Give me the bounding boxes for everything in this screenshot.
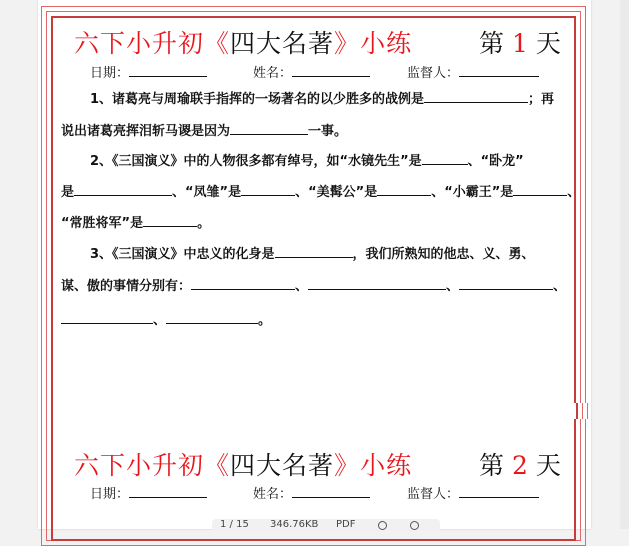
question-2-line-2: 是 、“凤雏”是 、“美髯公”是 、“小霸王”是 、 [61,185,581,200]
date-blank[interactable] [129,485,207,498]
date-blank[interactable] [129,64,207,77]
title-book-close: 》 [334,29,361,58]
question-3-line-2: 谋、傲的事情分别有： 、 、 、 [61,279,567,294]
page-indicator: 1 / 15 [220,519,249,530]
question-2-line-1: 2、《三国演义》中的人物很多都有绰号，如“水镜先生”是 、“卧龙” [90,154,524,169]
answer-blank[interactable] [191,277,295,290]
supervisor-label: 监督人： [407,66,460,81]
file-type: PDF [336,519,356,530]
answer-blank[interactable] [459,277,553,290]
question-1-line-1: 1、诸葛亮与周瑜联手指挥的一场著名的以少胜多的战例是 ；再 [90,92,555,107]
day-number: 1 [511,29,528,58]
date-field [90,483,207,502]
answer-blank[interactable] [61,311,153,324]
answer-blank[interactable] [513,183,567,196]
file-size: 346.76KB [270,519,319,530]
title-prefix: 六下小升初 [74,29,205,58]
day-number: 2 [511,451,528,480]
title-suffix: 小练 [360,451,413,480]
date-label: 日期： [90,487,130,502]
title-book-open: 《 [204,29,231,58]
supervisor-field [407,62,539,81]
title-book: 四大名著 [230,29,335,58]
day-suffix: 天 [535,29,561,58]
answer-blank[interactable] [74,183,172,196]
day-label [479,24,561,60]
name-blank[interactable] [292,64,370,77]
date-label: 日期： [90,66,130,81]
day-label [479,446,561,482]
day-prefix: 第 [479,451,505,480]
answer-blank[interactable] [377,183,431,196]
date-field [90,62,207,81]
title-book: 四大名著 [230,451,335,480]
answer-blank[interactable] [143,214,197,227]
answer-blank[interactable] [230,122,308,135]
title-prefix: 六下小升初 [74,451,205,480]
answer-blank[interactable] [275,245,353,258]
name-label: 姓名： [253,66,293,81]
title-book-open: 《 [204,451,231,480]
supervisor-blank[interactable] [459,485,539,498]
viewer-toolbar [212,519,440,531]
supervisor-blank[interactable] [459,64,539,77]
page-title [74,446,412,482]
name-field [253,483,370,502]
question-1-line-2: 说出诸葛亮挥泪斩马谡是因为 一事。 [61,124,348,139]
day-prefix: 第 [479,29,505,58]
supervisor-field [407,483,539,502]
name-field [253,62,370,81]
answer-blank[interactable] [241,183,295,196]
title-suffix: 小练 [360,29,413,58]
scrollbar[interactable] [620,0,629,529]
name-label: 姓名： [253,487,293,502]
answer-blank[interactable] [424,90,528,103]
question-3-line-3: 、 。 [61,309,271,328]
answer-blank[interactable] [422,152,468,165]
supervisor-label: 监督人： [407,487,460,502]
answer-blank[interactable] [308,277,446,290]
answer-blank[interactable] [166,311,258,324]
name-blank[interactable] [292,485,370,498]
title-book-close: 》 [334,451,361,480]
day-suffix: 天 [535,451,561,480]
question-3-line-1: 3、《三国演义》中忠义的化身是 ，我们所熟知的他忠、义、勇、 [90,247,535,262]
page-separator [38,403,591,419]
page-title [74,24,412,60]
question-2-line-3: “常胜将军”是 。 [61,216,211,231]
